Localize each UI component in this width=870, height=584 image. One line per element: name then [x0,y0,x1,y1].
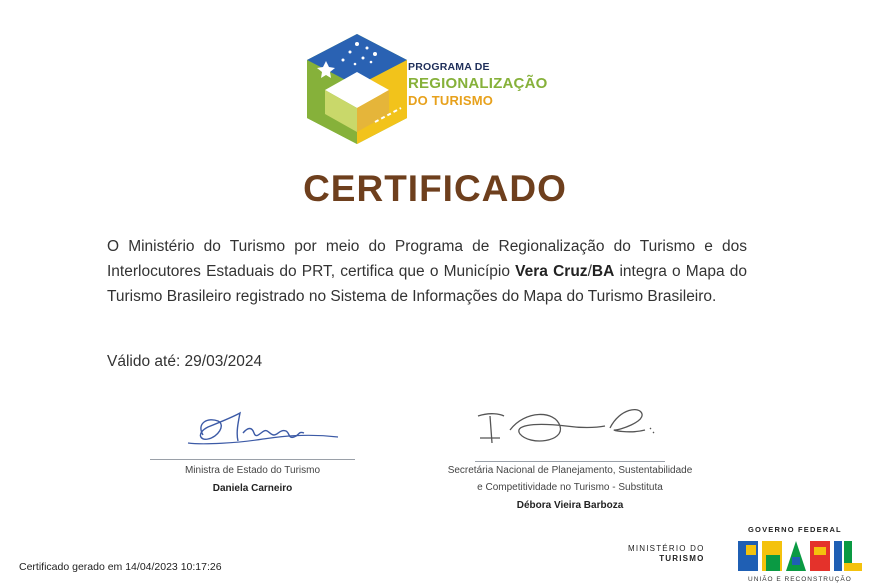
cube-icon [307,34,407,144]
logo-line-3: DO TURISMO [408,92,494,108]
generated-timestamp: Certificado gerado em 14/04/2023 10:17:26 [19,561,222,573]
certificate-body [107,234,747,309]
logo-line-2: REGIONALIZAÇÃO [408,74,548,92]
signature-minister [178,403,348,458]
signature-line-minister [150,459,355,460]
signature-role-secretary-line2: e Competitividade no Turismo - Substituta [477,482,663,493]
body-text-before: O Ministério do Turismo por meio do Programa de Regionalização do Turismo e dos Interlocutores Estaduais do PRT, certifica que o Município [107,238,747,280]
validity-date: Válido até: 29/03/2024 [107,353,263,370]
program-logo-text [408,62,547,107]
signature-line-secretary [475,461,665,462]
signature-name-secretary: Débora Vieira Barboza [516,500,624,511]
gov-federal-label: GOVERNO FEDERAL [748,525,842,534]
certificate-title: CERTIFICADO [303,168,567,209]
body-separator: / [587,263,592,280]
signature-role-minister: Ministra de Estado do Turismo [184,465,321,476]
logo-line-1: PROGRAMA DE [408,61,490,73]
signature-role-secretary-line1: Secretária Nacional de Planejamento, Sustentabilidade [447,465,693,476]
ministerio-logo-text [628,544,705,564]
signature-name-minister: Daniela Carneiro [212,483,293,494]
ministerio-line-2: TURISMO [659,554,705,563]
ministerio-line-1: MINISTÉRIO DO [628,544,705,553]
state-code: BA [591,263,615,280]
municipality-name: Vera Cruz [515,263,588,280]
gov-slogan: UNIÃO E RECONSTRUÇÃO [748,576,852,583]
signature-secretary [470,398,670,463]
brasil-logo [736,535,864,575]
body-text-after: integra o Mapa do Turismo Brasileiro registrado no Sistema de Informações do Mapa do Turismo Brasileiro. [107,263,747,305]
